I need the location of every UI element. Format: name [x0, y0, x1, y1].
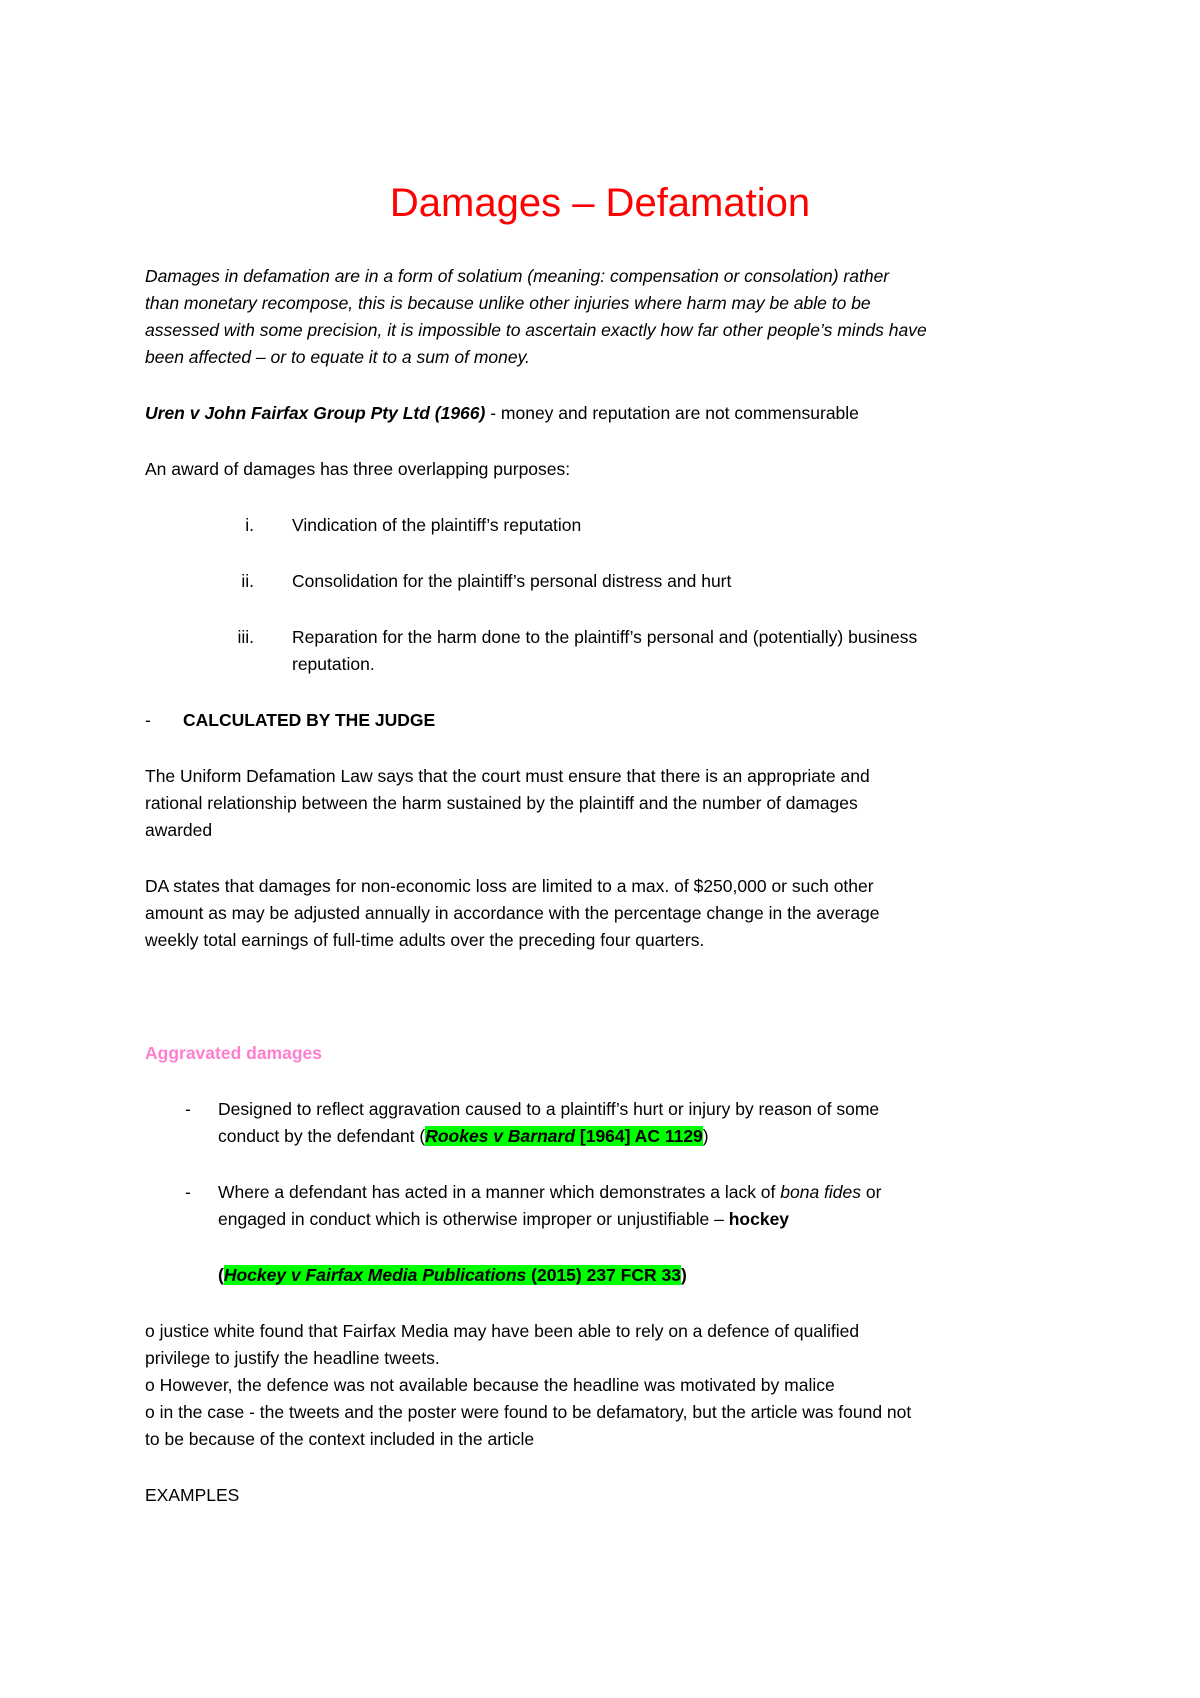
- calculated-heading: CALCULATED BY THE JUDGE: [183, 710, 436, 730]
- bullet-text: Where a defendant has acted in a manner which demonstrates a lack of: [218, 1182, 781, 1202]
- intro-line: been affected – or to equate it to a sum of money.: [145, 347, 530, 367]
- udl-line: awarded: [145, 820, 213, 840]
- page-title: Damages – Defamation: [389, 181, 811, 225]
- note-line: o in the case - the tweets and the poster were found to be defamatory, but the article was found not: [145, 1402, 912, 1422]
- paren: ): [680, 1265, 687, 1285]
- intro-line: Damages in defamation are in a form of solatium (meaning: compensation or consolation) rather: [145, 266, 890, 286]
- bullet-line: [218, 1179, 1138, 1206]
- list-item-continued: reputation.: [292, 654, 375, 674]
- dash-bullet: -: [185, 1182, 191, 1202]
- da-line: amount as may be adjusted annually in accordance with the percentage change in the average: [145, 903, 880, 923]
- bullet-text: or: [861, 1182, 882, 1202]
- list-item: Consolidation for the plaintiff’s personal distress and hurt: [292, 571, 732, 591]
- hockey-text: hockey: [728, 1209, 790, 1229]
- list-number: iii.: [237, 627, 254, 647]
- case-citation: (2015) 237 FCR 33: [526, 1265, 681, 1285]
- note-line: o However, the defence was not available because the headline was motivated by malice: [145, 1375, 835, 1395]
- note-line: to be because of the context included in the article: [145, 1429, 535, 1449]
- bullet-line: Designed to reflect aggravation caused to a plaintiff’s hurt or injury by reason of some: [218, 1099, 880, 1119]
- dash-bullet: -: [185, 1099, 191, 1119]
- note-line: privilege to justify the headline tweets.: [145, 1348, 440, 1368]
- hockey-case-line: [218, 1262, 1138, 1289]
- case-name: Rookes v Barnard: [425, 1126, 576, 1146]
- paren: (: [218, 1265, 224, 1285]
- bullet-text: ): [702, 1126, 709, 1146]
- list-number: i.: [245, 515, 254, 535]
- case-highlight: [224, 1265, 681, 1285]
- list-number: ii.: [241, 571, 254, 591]
- uren-text: - money and reputation are not commensurable: [485, 403, 859, 423]
- dash-bullet: -: [145, 710, 151, 730]
- bullet-line: [218, 1206, 1138, 1233]
- da-line: weekly total earnings of full-time adults over the preceding four quarters.: [145, 930, 705, 950]
- uren-case-name: Uren v John Fairfax Group Pty Ltd (1966): [145, 403, 486, 423]
- bullet-line: [218, 1123, 1138, 1150]
- case-citation: [1964] AC 1129: [575, 1126, 703, 1146]
- uren-paragraph: [145, 400, 1065, 427]
- da-line: DA states that damages for non-economic loss are limited to a max. of $250,000 or such other: [145, 876, 874, 896]
- intro-line: assessed with some precision, it is impossible to ascertain exactly how far other people’s minds have: [145, 320, 927, 340]
- purposes-intro: An award of damages has three overlapping purposes:: [145, 459, 571, 479]
- bullet-text: conduct by the defendant (: [218, 1126, 426, 1146]
- udl-line: rational relationship between the harm sustained by the plaintiff and the number of damages: [145, 793, 858, 813]
- note-line: o justice white found that Fairfax Media may have been able to rely on a defence of qualified: [145, 1321, 860, 1341]
- aggravated-heading: Aggravated damages: [145, 1043, 323, 1063]
- list-item: Vindication of the plaintiff’s reputation: [292, 515, 582, 535]
- bona-fides-text: bona fides: [780, 1182, 862, 1202]
- intro-line: than monetary recompose, this is because unlike other injuries where harm may be able to be: [145, 293, 871, 313]
- examples-label: EXAMPLES: [145, 1485, 240, 1505]
- case-highlight: [425, 1126, 703, 1146]
- list-item: Reparation for the harm done to the plaintiff’s personal and (potentially) business: [292, 627, 918, 647]
- bullet-text: engaged in conduct which is otherwise improper or unjustifiable –: [218, 1209, 729, 1229]
- case-name: Hockey v Fairfax Media Publications: [223, 1265, 527, 1285]
- udl-line: The Uniform Defamation Law says that the court must ensure that there is an appropriate and: [145, 766, 870, 786]
